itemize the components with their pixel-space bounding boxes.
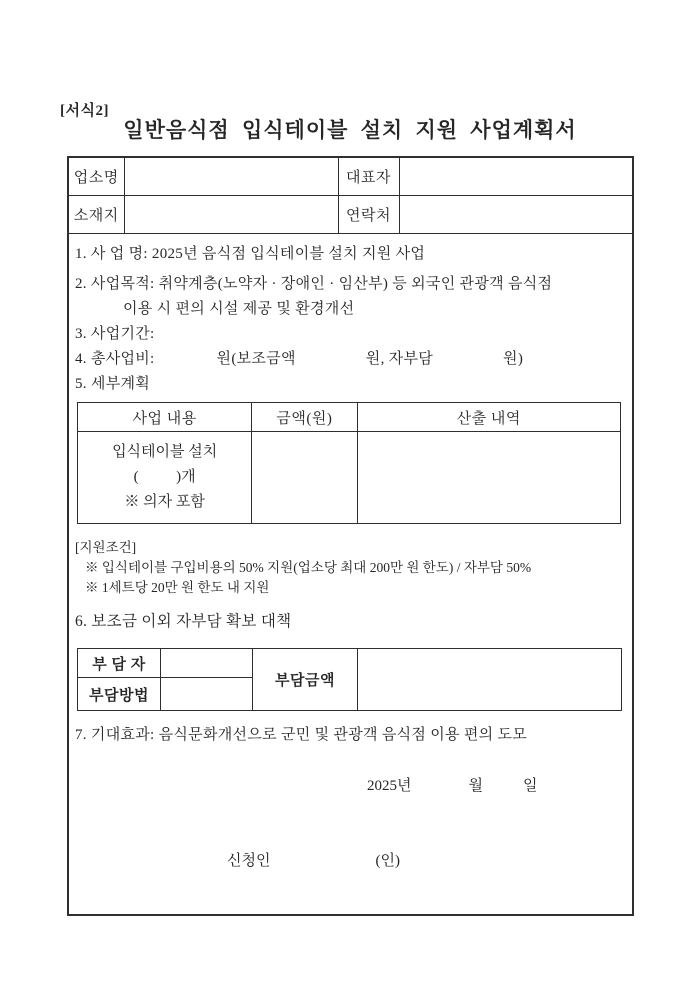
detail-content-cell [78,432,252,524]
contact-value [399,196,633,234]
item-detail-plan: 5. 세부계획 [75,376,151,392]
self-pay-label: 원, 자부담 [365,351,434,367]
representative-label: 대표자 [338,157,399,196]
item-expected-effect: 7. 기대효과: 음식문화개선으로 군민 및 관광객 음식점 이용 편의 도모 [75,727,528,743]
date-year: 2025년 [367,778,412,794]
method-value-cell [161,678,253,711]
won-close-label: 원) [503,351,524,367]
info-row-1 [68,157,633,196]
method-label: 부담방법 [78,678,161,711]
detail-header-row [78,403,621,432]
burden-amount-value-cell [358,649,622,711]
document-title: 일반음식점 입식테이블 설치 지원 사업계획서 [123,118,577,142]
date-day: 일 [523,778,538,794]
payer-value-cell [161,649,253,678]
support-condition-1: ※ 입식테이블 구입비용의 50% 지원(업소당 최대 200만 원 한도) / 자부담 50% [85,560,532,575]
plan-body-row [68,234,633,916]
total-cost-label: 4. 총사업비: [75,351,155,367]
item-project-name: 1. 사 업 명: 2025년 음식점 입식테이블 설치 지원 사업 [75,246,426,262]
info-row-2 [68,196,633,234]
address-label: 소재지 [68,196,124,234]
detail-amount-cell [252,432,357,524]
item-total-cost [75,347,624,372]
burden-amount-label: 부담금액 [253,649,358,711]
seal-label: (인) [375,853,400,869]
item-purpose-line2: 이용 시 편의 시설 제공 및 환경개선 [123,301,355,317]
support-condition-2: ※ 1세트당 20만 원 한도 내 지원 [85,580,270,595]
item-purpose-line1: 2. 사업목적: 취약계층(노약자 · 장애인 · 임산부) 등 외국인 관광객 음식점 [75,276,553,292]
detail-plan-table [77,402,621,524]
date-line [367,774,624,799]
detail-header-amount: 금액(원) [252,403,357,432]
representative-value [399,157,633,196]
date-month: 월 [468,778,483,794]
business-name-value [124,157,338,196]
signature-line [227,849,624,874]
detail-data-row [78,432,621,524]
detail-calculation-cell [357,432,621,524]
burden-row-1 [78,649,622,678]
business-name-label: 업소명 [68,157,124,196]
item-period: 3. 사업기간: [75,326,155,342]
applicant-label: 신청인 [227,853,271,869]
detail-content-line2: ( )개 [133,469,196,485]
item-self-funding-plan: 6. 보조금 이외 자부담 확보 대책 [75,613,292,630]
form-number-label: [서식2] [60,103,109,119]
support-conditions-title: [지원조건] [75,540,137,555]
subsidy-amount-label: 원(보조금액 [216,351,296,367]
burden-table [77,648,622,711]
plan-body-cell [68,234,633,916]
payer-label: 부 담 자 [78,649,161,678]
detail-header-content: 사업 내용 [78,403,252,432]
detail-content-line3: ※ 의자 포함 [124,494,205,510]
contact-label: 연락처 [338,196,399,234]
detail-content-line1: 입식테이블 설치 [112,444,218,460]
detail-header-calculation: 산출 내역 [357,403,621,432]
address-value [124,196,338,234]
application-form-table [67,156,634,916]
support-conditions [75,538,624,598]
